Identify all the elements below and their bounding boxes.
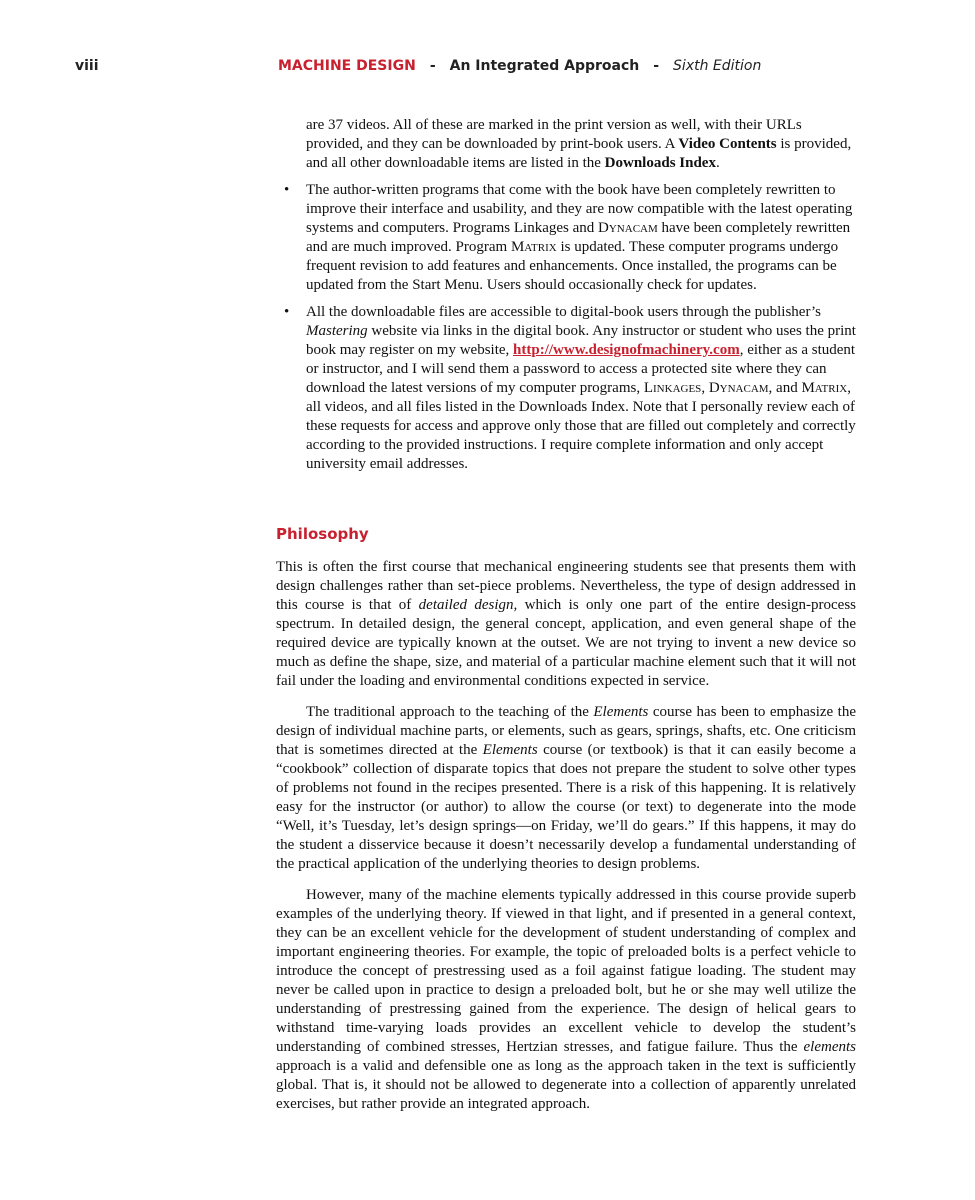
philosophy-section — [276, 558, 856, 1126]
paragraph — [276, 886, 856, 1114]
bullet-section — [276, 116, 856, 482]
program-name: Linkages — [643, 380, 702, 396]
text-run: course has been to emphasize the design of individual machine parts, or elements, such as gears, springs, shafts, etc. One criticism that is sometimes directed at the — [276, 704, 856, 758]
text-run: , and — [768, 380, 802, 396]
text-run: , either as a student or instructor, and I will send them a password to access a protected site where they can download the latest versions of my computer programs, — [306, 342, 856, 396]
text-run: This is often the first course that mechanical engineering students see that presents them with design challenges rather than set-piece problems. Nevertheless, the type of design addressed in this course is that of — [276, 559, 856, 613]
paragraph — [276, 558, 856, 691]
section-heading: Philosophy — [276, 525, 369, 543]
text-run: , — [701, 380, 709, 396]
text-run: is updated. These computer programs undergo frequent revision to add features and enhancements. Once installed, the programs can be updated from the Start Menu. Users should occasionally check for updates. — [306, 239, 839, 293]
bullet-marker: • — [284, 182, 290, 198]
list-item — [276, 303, 856, 474]
text-run: is provided, and all other downloadable items are listed in the — [306, 136, 852, 171]
text-run: which is only one part of the entire design-process spectrum. In detailed design, the general concept, application, and even general shape of the required device are typically known at the outset. We are not trying to invent a new device so much as define the shape, size, and material of a particular machine element such that it will not fail under the loading and environmental conditions expected in service. — [276, 597, 856, 689]
text-run: The author-written programs that come with the book have been completely rewritten to improve their interface and usability, and they are now compatible with the latest operating systems and computers. Programs Linkages and — [306, 182, 853, 236]
emphasis: Elements — [482, 742, 538, 758]
downloads-index-term: Downloads Index — [604, 155, 716, 171]
paragraph — [276, 703, 856, 874]
text-run: course (or textbook) is that it can easily become a “cookbook” collection of disparate topics that does not prepare the student to solve other types of problems not found in the recipes presented. There is a risk of this happening. It is relatively easy for the instructor (or author) to allow the course (or text) to degenerate into the mode “Well, it’s Tuesday, let’s design springs—on Friday, we’ll do gears.” If this happens, it may do the student a disservice because it doesn’t necessarily develop a fundamental understanding of the practical application of the underlying theories to design problems. — [276, 742, 856, 872]
program-name: Matrix — [510, 239, 557, 255]
program-name: Dynacam — [598, 220, 658, 236]
page-number: viii — [75, 58, 99, 74]
emphasis: detailed design, — [418, 597, 518, 613]
text-run: have been completely rewritten and are much improved. Program — [306, 220, 851, 255]
website-link[interactable]: http://www.designofmachinery.com — [513, 342, 740, 358]
bullet-marker: • — [284, 304, 290, 320]
program-name: Dynacam — [708, 380, 769, 396]
book-title: MACHINE DESIGN — [278, 58, 416, 74]
emphasis: Elements — [593, 704, 649, 720]
bullet-list — [276, 181, 856, 474]
text-run: All the downloadable files are accessible to digital-book users through the publisher’s — [306, 304, 822, 320]
text-run: , all videos, and all files listed in the Downloads Index. Note that I personally review each of these requests for access and approve only those that are filled out completely and correctly according to the provided instructions. I require complete information and only accept university email addresses. — [306, 380, 856, 472]
mastering-term: Mastering — [306, 323, 368, 339]
list-item — [276, 181, 856, 295]
book-subtitle: An Integrated Approach — [449, 58, 640, 74]
continued-paragraph — [276, 116, 856, 173]
title-separator: - — [429, 58, 436, 74]
running-header — [0, 56, 975, 78]
emphasis: elements — [803, 1039, 856, 1055]
text-run: are 37 videos. All of these are marked in the print version as well, with their URLs provided, and they can be downloaded by print-book users. A — [306, 117, 802, 152]
text-run: website via links in the digital book. Any instructor or student who uses the print book may register on my website, — [306, 323, 856, 358]
program-name: Matrix — [801, 380, 848, 396]
title-separator: - — [653, 58, 660, 74]
text-run: approach is a valid and defensible one as long as the approach taken in the text is sufficiently global. That is, it should not be allowed to degenerate into a collection of apparently unrelated exercises, but rather provide an integrated approach. — [276, 1058, 856, 1112]
running-title — [278, 58, 761, 74]
text-run: However, many of the machine elements typically addressed in this course provide superb examples of the underlying theory. If viewed in that light, and if presented in a general context, they can be an excellent vehicle for the development of student understanding of complex and important engineering theories. For example, the topic of preloaded bolts is a perfect vehicle to introduce the concept of prestressing used as a foil against fatigue loading. The student may never be called upon in practice to design a preloaded bolt, but he or she may well utilize the understanding of prestressing gained from the experience. The design of helical gears to withstand time-varying loads provides an excellent vehicle to develop the student’s understanding of combined stresses, Hertzian stresses, and fatigue failure. Thus the — [276, 887, 856, 1055]
text-run: The traditional approach to the teaching of the — [306, 704, 594, 720]
text-run: . — [715, 155, 720, 171]
book-edition: Sixth Edition — [673, 58, 762, 74]
video-contents-term: Video Contents — [678, 136, 777, 152]
